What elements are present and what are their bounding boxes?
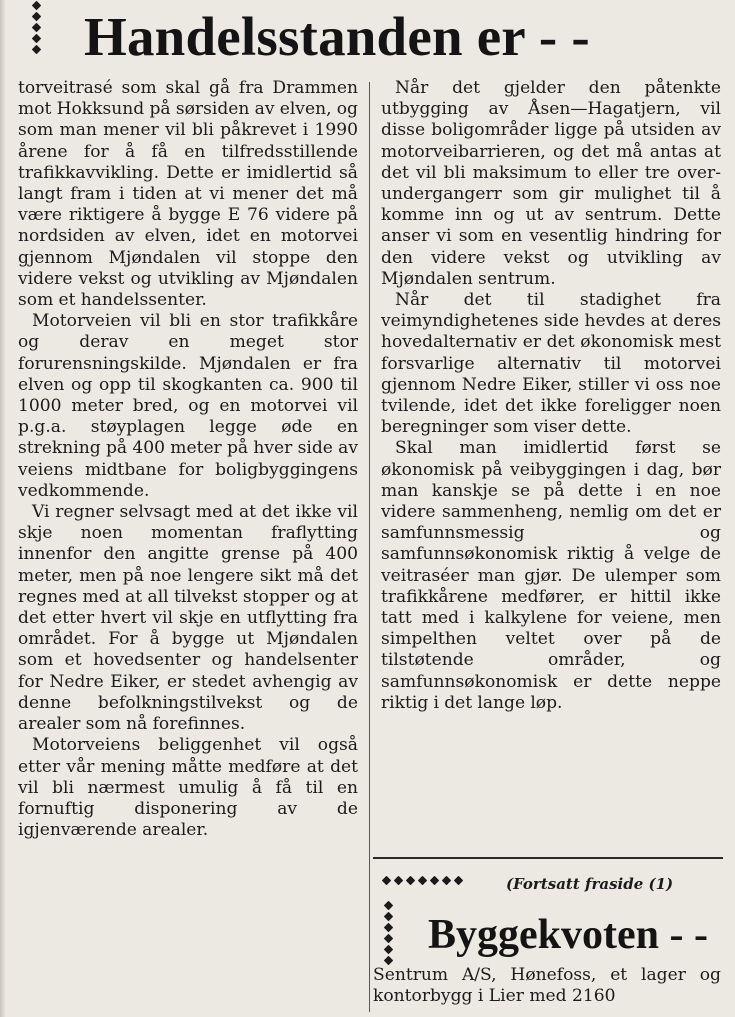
sub-article-text: Sentrum A/S, Hønefoss, et lager og kontorbygg i Lier med 2160	[373, 965, 721, 1007]
dot-icon	[31, 34, 41, 44]
paragraph	[381, 438, 721, 714]
dot-icon	[31, 45, 41, 55]
dot-icon	[418, 876, 428, 886]
paragraph-text: Vi regner selvsagt med at det ikke vil skje noen momentan fraflytting innenfor den angitte grense på 400 meter, men på noe lengere sikt må det regnes med at all tilvekst stopper og at det etter hvert vil skje en utflytting fra området. For å bygge ut Mjøndalen som et hovedsenter og handelsenter for Nedre Eiker, er stedet avhengig av denne befolkningstilvekst og de arealer som nå forefinnes.	[18, 502, 358, 735]
left-column	[18, 78, 358, 841]
continuation-label: (Fortsatt fraside (1)	[506, 875, 674, 893]
paragraph	[18, 735, 358, 841]
dot-icon	[382, 876, 392, 886]
continuation-note	[382, 874, 722, 896]
dot-icon	[394, 876, 404, 886]
paragraph	[18, 502, 358, 735]
dot-icon	[383, 934, 393, 944]
subheadline-dots-decoration	[382, 900, 394, 966]
dot-icon	[442, 876, 452, 886]
dot-icon	[383, 923, 393, 933]
sub-headline: Byggekvoten - -	[428, 912, 708, 958]
dot-icon	[31, 1, 41, 11]
paragraph	[381, 290, 721, 438]
dot-icon	[31, 12, 41, 22]
page-edge	[0, 0, 6, 1017]
paragraph-text: Når det gjelder den påtenkte utbygging av Åsen—Hagatjern, vil disse boligområder ligge på utsiden av motorveibarrieren, og det må antas at det vil bli maksimum to eller tre over- undergangerr som gir mulighet til å komme inn og ut av sentrum. Dette anser vi som en vesentlig hindring for den videre vekst og utvikling av Mjøndalen sentrum.	[381, 78, 721, 289]
dot-icon	[383, 901, 393, 911]
paragraph-text: Motorveien vil bli en stor trafikkåre og derav en meget stor forurensningskilde. Mjøndalen er fra elven og opp til skogkanten ca. 900 til 1000 meter bred, og en motorvei vil p.g.a. støyplagen legge øde en strekning på 400 meter på hver side av veiens midtbane for boligbyggingens vedkommende.	[18, 311, 358, 501]
dot-icon	[406, 876, 416, 886]
article-headline: Handelsstanden er - -	[84, 6, 590, 67]
dot-icon	[383, 945, 393, 955]
section-separator	[373, 857, 723, 859]
dot-icon	[454, 876, 464, 886]
paragraph	[18, 78, 358, 311]
headline-dots-decoration	[30, 0, 42, 55]
dot-icon	[430, 876, 440, 886]
continuation-dots-decoration	[382, 876, 463, 885]
dot-icon	[383, 956, 393, 966]
dot-icon	[31, 23, 41, 33]
paragraph	[18, 311, 358, 502]
column-rule	[369, 82, 370, 1012]
paragraph-text: torveitrasé som skal gå fra Drammen mot Hokksund på sørsiden av elven, og som man mener vil bli påkrevet i 1990 årene for å få en tilfredsstillende trafikkavvikling. Dette er imidlertid så langt fram i tiden at vi mener det må være riktigere å bygge E 76 videre på nordsiden av elven, idet en motorvei gjennom Mjøndalen vil stoppe den videre vekst og utvikling av Mjøndalen som et handelssenter.	[18, 78, 358, 311]
right-column	[381, 78, 721, 714]
paragraph-text: Motorveiens beliggenhet vil også etter vår mening måtte medføre at det vil bli nærmest umulig å få til en fornuftig disponering av de igjenværende arealer.	[18, 735, 358, 841]
paragraph	[381, 78, 721, 290]
paragraph-text: Skal man imidlertid først se økonomisk på veibyggingen i dag, bør man kanskje se på dette i en noe videre sammenheng, nemlig om det er samfunnsmessig og samfunnsøkonomisk riktig å velge de veitraséer man gjør. De ulemper som trafikkårene medfører, er hittil ikke tatt med i kalkylene for veiene, men simpelthen veltet over på de tilstøtende områder, og samfunnsøkonomisk er dette neppe riktig i det lange løp.	[381, 438, 721, 713]
dot-icon	[383, 912, 393, 922]
paragraph-text: Når det til stadighet fra veimyndighetenes side hevdes at deres hovedalternativ er det økonomisk mest forsvarlige alternativ til motorvei gjennom Nedre Eiker, stiller vi oss noe tvilende, idet det ikke foreligger noen beregninger som viser dette.	[381, 290, 721, 438]
